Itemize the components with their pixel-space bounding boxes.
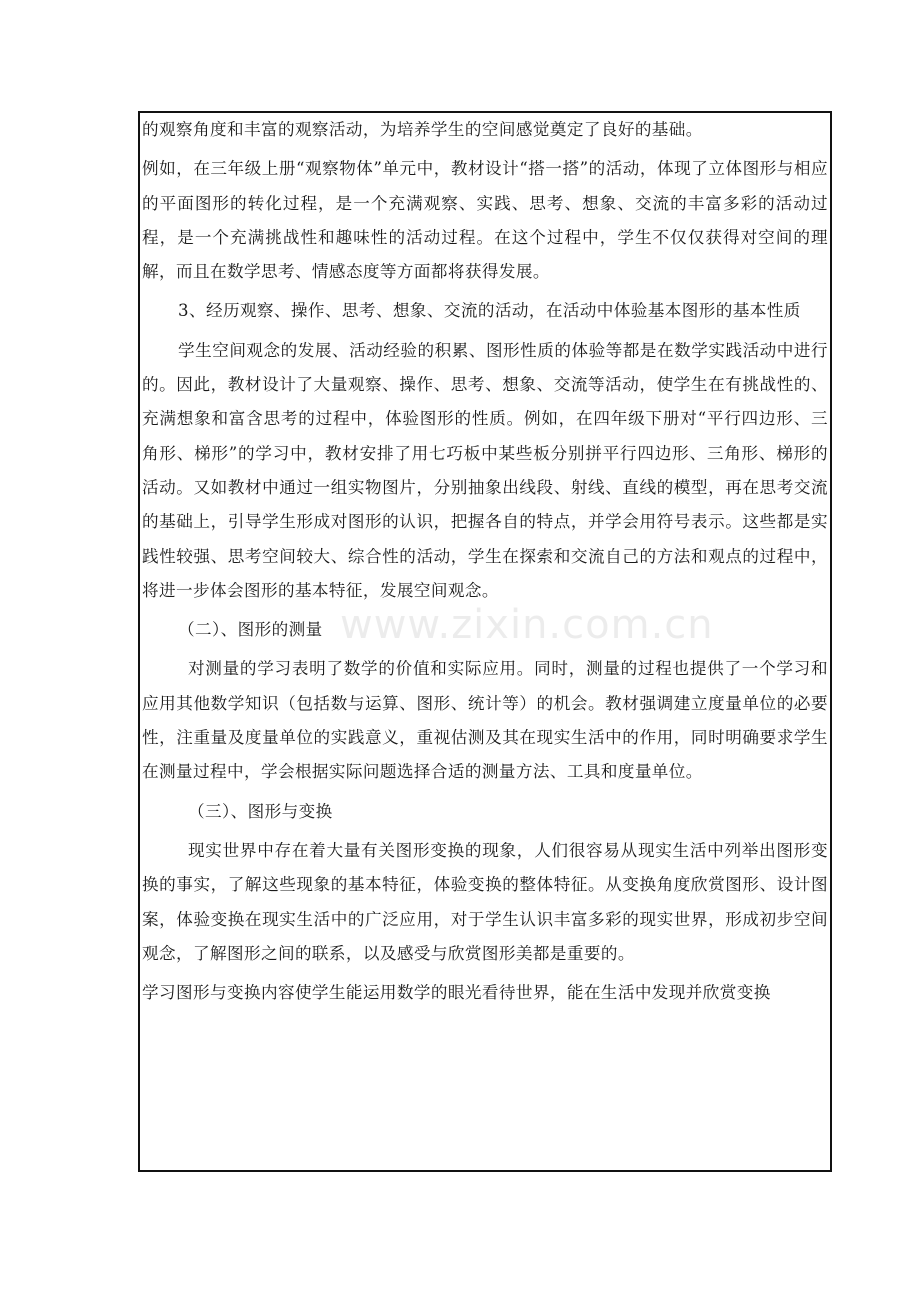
- paragraph-measurement: 对测量的学习表明了数学的价值和实际应用。同时，测量的过程也提供了一个学习和应用其他数学知识（包括数与运算、图形、统计等）的机会。教材强调建立度量单位的必要性，注重量及度量单位的实践意义，重视估测及其在现实生活中的作用，同时明确要求学生在测量过程中，学会根据实际问题选择合适的测量方法、工具和度量单位。: [142, 659, 828, 782]
- document-body: [140, 113, 830, 1010]
- heading-transformation: （三）、图形与变换: [188, 801, 333, 821]
- paragraph-example-observation: 例如，在三年级上册“观察物体”单元中，教材设计“搭一搭”的活动，体现了立体图形与相应的平面图形的转化过程，是一个充满观察、实践、思考、想象、交流的丰富多彩的活动过程，是一个充满挑战性和趣味性的活动过程。在这个过程中，学生不仅仅获得对空间的理解，而且在数学思考、情感态度等方面都将获得发展。: [142, 159, 828, 282]
- section-point-3: 3、经历观察、操作、思考、想象、交流的活动，在活动中体验基本图形的基本性质: [178, 301, 801, 321]
- paragraph-transformation: 现实世界中存在着大量有关图形变换的现象，人们很容易从现实生活中列举出图形变换的事实，了解这些现象的基本特征，体验变换的整体特征。从变换角度欣赏图形、设计图案，体验变换在现实生活中的广泛应用，对于学生认识丰富多彩的现实世界，形成初步空间观念，了解图形之间的联系，以及感受与欣赏图形美都是重要的。: [142, 840, 828, 963]
- heading-measurement: （二）、图形的测量: [178, 620, 323, 640]
- watermark: www.zixin.com.cn: [340, 602, 714, 648]
- paragraph-spatial-concept: 学生空间观念的发展、活动经验的积累、图形性质的体验等都是在数学实践活动中进行的。因此，教材设计了大量观察、操作、思考、想象、交流等活动，使学生在有挑战性的、充满想象和富含思考的过程中，体验图形的性质。例如，在四年级下册对“平行四边形、三角形、梯形”的学习中，教材安排了用七巧板中某些板分别拼平行四边形、三角形、梯形的活动。又如教材中通过一组实物图片，分别抽象出线段、射线、直线的模型，再在思考交流的基础上，引导学生形成对图形的认识，把握各自的特点，并学会用符号表示。这些都是实践性较强、思考空间较大、综合性的活动，学生在探索和交流自己的方法和观点的过程中，将进一步体会图形的基本特征，发展空间观念。: [142, 340, 828, 600]
- text-frame: [138, 111, 832, 1172]
- paragraph-continuation: 的观察角度和丰富的观察活动，为培养学生的空间感觉奠定了良好的基础。: [142, 120, 703, 139]
- paragraph-final: 学习图形与变换内容使学生能运用数学的眼光看待世界，能在生活中发现并欣赏变换: [142, 983, 771, 1003]
